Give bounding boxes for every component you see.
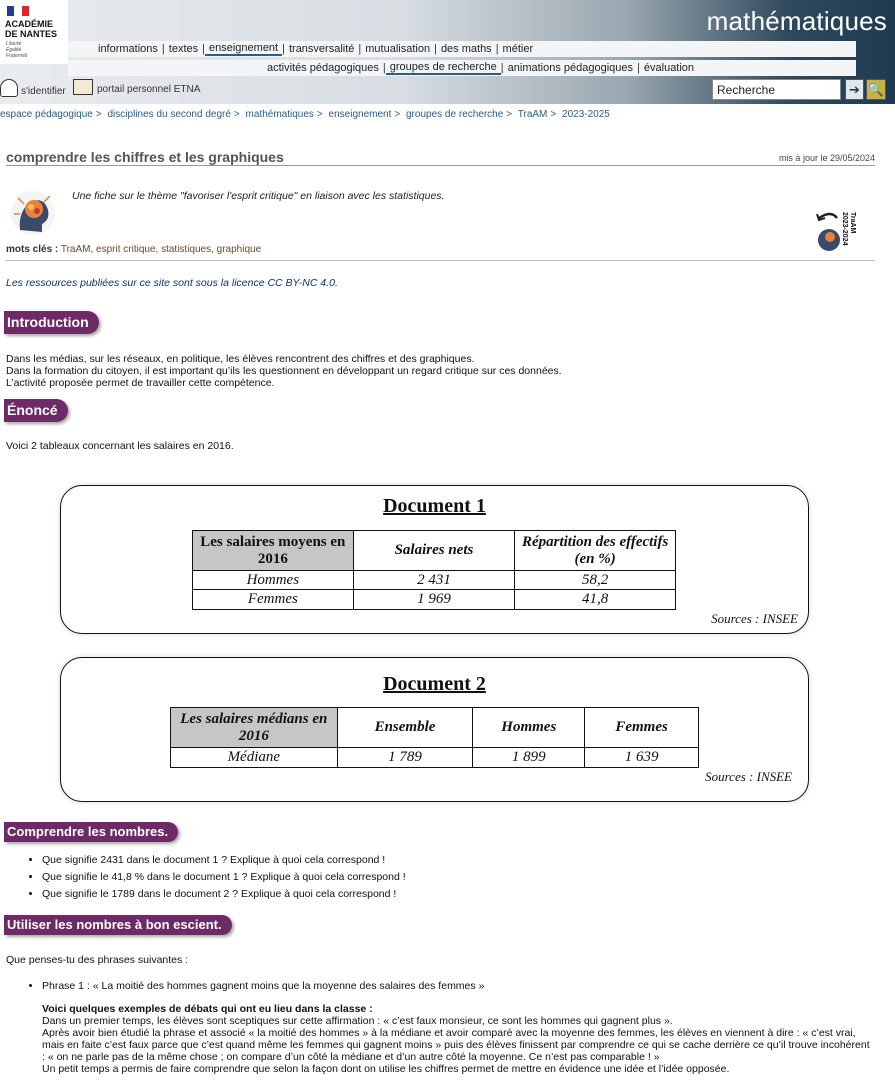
debate-line: Un petit temps a permis de faire comprendre que selon la façon dont on utilise les chiffres permet de mettre en évidence une idée et l’idée opposée. (42, 1063, 730, 1075)
primary-nav: informations | textes | enseignement | transversalité | mutualisation | des maths | métier (68, 41, 856, 57)
update-date: mis à jour le 29/05/2024 (778, 153, 875, 163)
breadcrumb: espace pédagogique > disciplines du second degré > mathématiques > enseignement > groupes de recherche > TraAM > 2023-2025 (0, 109, 610, 120)
section-comprendre-nombres: Comprendre les nombres. (4, 822, 178, 842)
divider (6, 165, 875, 166)
debate-title: Voici quelques exemples de débats qui ont eu lieu dans la classe : (42, 1003, 373, 1015)
breadcrumb-item[interactable]: disciplines du second degré (107, 109, 231, 120)
document-1-frame (60, 485, 809, 634)
breadcrumb-item[interactable]: groupes de recherche (406, 109, 504, 120)
nav-activites[interactable]: activités pédagogiques (267, 62, 379, 74)
table-header: Ensemble (337, 708, 473, 748)
table-cell: 41,8 (515, 590, 676, 610)
list-item: • Que signifie 2431 dans le document 1 ? Explique à quoi cela correspond ! (42, 854, 406, 866)
breadcrumb-item[interactable]: enseignement (328, 109, 392, 120)
license-notice[interactable]: Les ressources publiées sur ce site sont sous la licence CC BY-NC 4.0. (6, 277, 338, 289)
document-2-frame (60, 657, 809, 802)
table-header: Hommes (473, 708, 585, 748)
nav-groupes-recherche[interactable]: groupes de recherche (386, 61, 501, 75)
page-title: comprendre les chiffres et les graphiques (6, 149, 284, 165)
secondary-nav: activités pédagogiques | groupes de recherche | animations pédagogiques | évaluation (68, 60, 856, 76)
logo-text: ACADÉMIE DE NANTES (5, 19, 58, 39)
breadcrumb-item[interactable]: espace pédagogique (0, 109, 93, 120)
section-enonce: Énoncé (4, 399, 68, 422)
enonce-text: Voici 2 tableaux concernant les salaires en 2016. (6, 440, 234, 452)
document-2-table (170, 707, 699, 768)
section-utiliser-nombres: Utiliser les nombres à bon escient. (4, 915, 232, 935)
nav-informations[interactable]: informations (98, 43, 158, 55)
phrases-list (42, 980, 484, 997)
keywords-links[interactable]: TraAM, esprit critique, statistiques, graphique (60, 244, 262, 255)
nav-textes[interactable]: textes (168, 43, 199, 55)
keywords-label: mots clés : (6, 244, 59, 255)
nav-enseignement[interactable]: enseignement (205, 42, 282, 56)
nav-transversalite[interactable]: transversalité (288, 43, 355, 55)
list-item: • Que signifie le 41,8 % dans le document 1 ? Explique à quoi cela correspond ! (42, 871, 406, 883)
table-cell: 1 789 (337, 748, 473, 768)
brain-head-icon (10, 190, 56, 236)
table-header: Salaires nets (353, 531, 515, 571)
table-header: Les salaires médians en 2016 (171, 708, 338, 748)
document-2-title: Document 2 (383, 673, 486, 695)
list-item: • Phrase 1 : « La moitié des hommes gagnent moins que la moyenne des salaires des femmes » (42, 980, 484, 992)
table-cell: Hommes (193, 571, 354, 590)
debate-block (42, 1003, 872, 1075)
table-cell: 1 899 (473, 748, 585, 768)
breadcrumb-item[interactable]: TraAM (517, 109, 548, 120)
breadcrumb-item[interactable]: 2023-2025 (562, 109, 610, 120)
table-header: Les salaires moyens en 2016 (193, 531, 354, 571)
document-2-source: Sources : INSEE (705, 769, 792, 784)
traam-badge-years: 2023-2024 (841, 212, 848, 246)
user-icon (0, 79, 18, 97)
table-row (193, 571, 676, 590)
table-cell: Femmes (193, 590, 354, 610)
logo-motto: Liberté Égalité Fraternité (6, 41, 28, 59)
marianne-flag-icon (7, 6, 29, 16)
nav-des-maths[interactable]: des maths (440, 43, 492, 55)
login-link[interactable]: s'identifier (0, 79, 66, 97)
table-cell: Médiane (171, 748, 338, 768)
breadcrumb-item[interactable]: mathématiques (245, 109, 314, 120)
article-description: Une fiche sur le thème "favoriser l'esprit critique" en liaison avec les statistiques. (72, 190, 445, 202)
search-submit-button[interactable]: ➔ (845, 79, 864, 100)
document-1-source: Sources : INSEE (711, 611, 798, 626)
traam-badge-title: TraAM (849, 212, 856, 234)
portal-icon (73, 79, 93, 95)
divider (6, 260, 875, 261)
nav-mutualisation[interactable]: mutualisation (365, 43, 431, 55)
document-1-title: Document 1 (383, 495, 486, 517)
search-input[interactable] (712, 79, 841, 100)
intro-text: Dans les médias, sur les réseaux, en politique, les élèves rencontrent des chiffres et des graphiques. Dans la formation du citoyen, il est important qu’ils les questionnent en développant un regard critique sur ces données. L’activité proposée permet de travailler cette compétence. (6, 353, 562, 389)
traam-logo[interactable] (815, 208, 865, 258)
nav-metier[interactable]: métier (502, 43, 534, 55)
table-row (193, 590, 676, 610)
nav-animations[interactable]: animations pédagogiques (507, 62, 634, 74)
table-header: Femmes (585, 708, 699, 748)
keywords (6, 244, 261, 255)
usage-question: Que penses-tu des phrases suivantes : (6, 954, 189, 966)
table-row (171, 748, 699, 768)
table-cell: 1 969 (353, 590, 515, 610)
document-1-table (192, 530, 676, 610)
site-title[interactable]: mathématiques (706, 6, 887, 36)
section-introduction: Introduction (4, 311, 99, 334)
nav-evaluation[interactable]: évaluation (643, 62, 695, 74)
search-icon[interactable]: 🔍 (866, 79, 886, 100)
table-cell: 2 431 (353, 571, 515, 590)
table-cell: 1 639 (585, 748, 699, 768)
table-cell: 58,2 (515, 571, 676, 590)
questions-list (42, 854, 406, 905)
academy-logo[interactable] (0, 0, 68, 64)
table-header: Répartition des effectifs (en %) (515, 531, 676, 571)
debate-line: Après avoir bien étudié la phrase et associé « la moitié des hommes » à la médiane et avoir comparé avec la moyenne des femmes, les élèves en viennent à dire : « c’est vrai, mais en faite c’est faux parce que c’est quand même les femmes qui gagnent moins » puis des élèves finissent par comprendre ce qui se cache derrière ce qu’il trouve incohérent : « on ne parle pas de la même chose ; on compare d’un côté la médiane et d’un autre côté la moyenne. Ce n’est pas comparable ! » (42, 1027, 870, 1063)
portal-link[interactable]: portail personnel ETNA (73, 79, 200, 95)
debate-line: Dans un premier temps, les élèves sont sceptiques sur cette affirmation : « c’est faux monsieur, ce sont les hommes qui gagnent plus ». (42, 1015, 673, 1027)
list-item: • Que signifie le 1789 dans le document 2 ? Explique à quoi cela correspond ! (42, 888, 406, 900)
